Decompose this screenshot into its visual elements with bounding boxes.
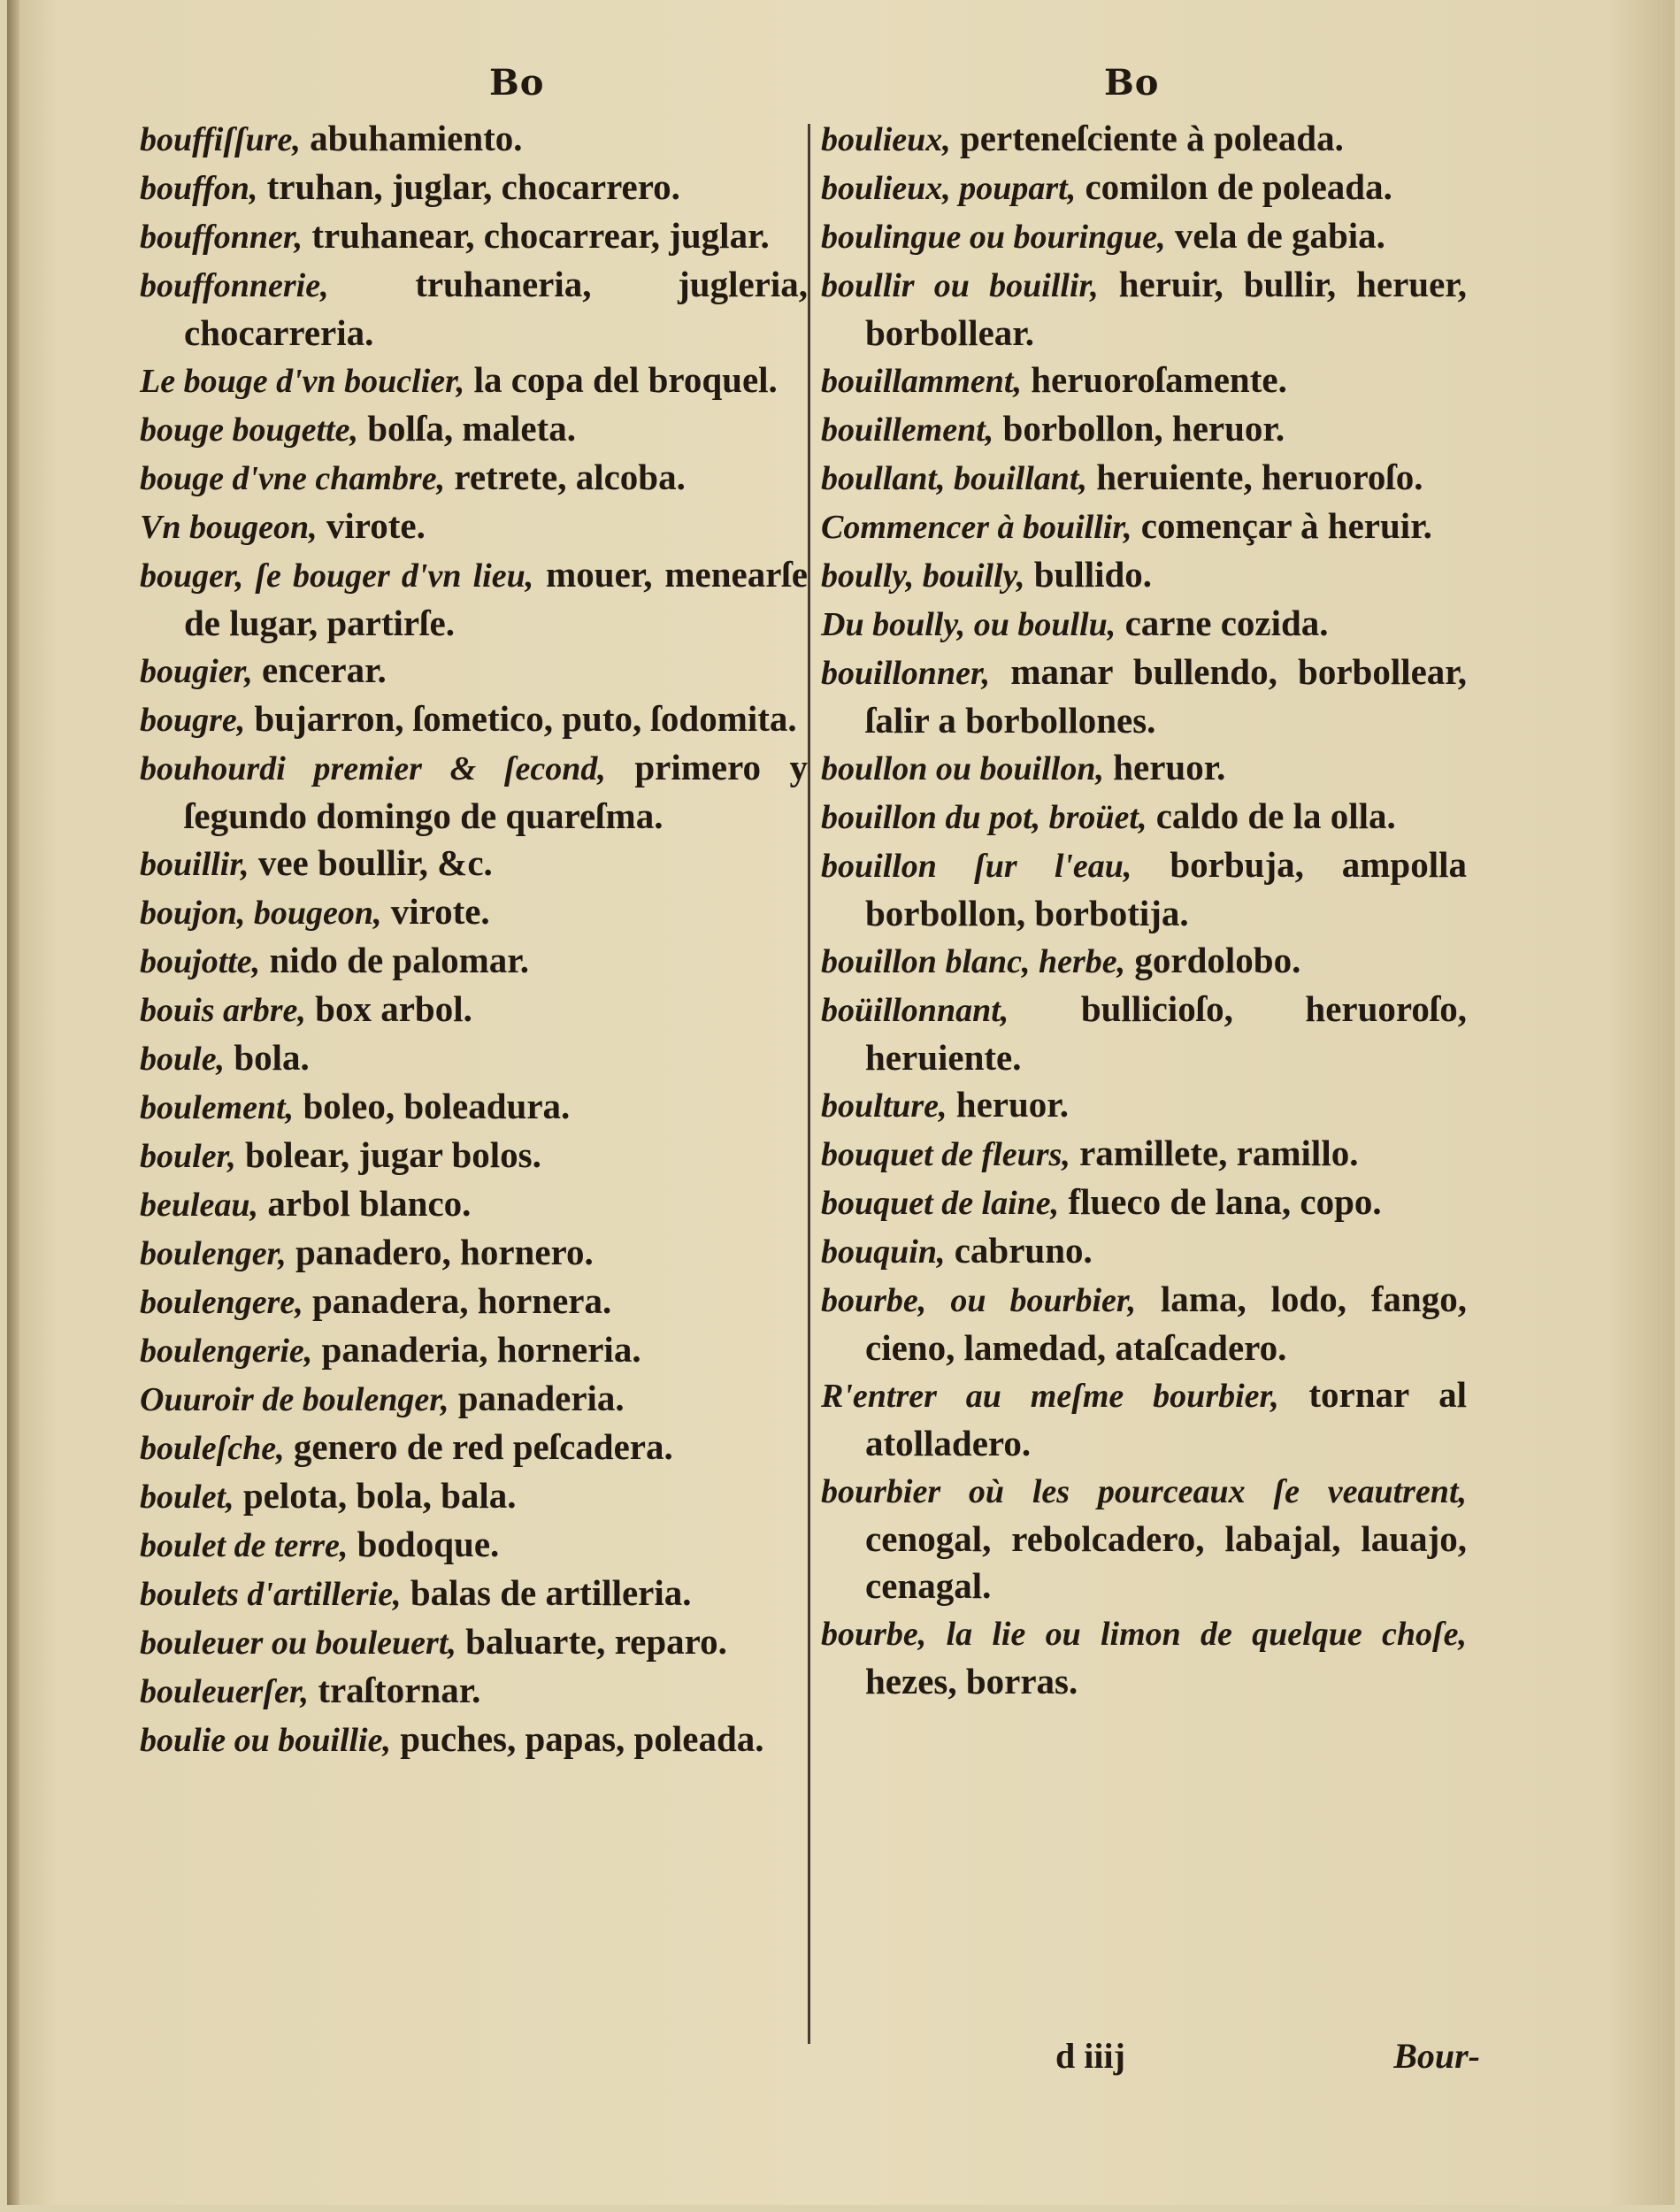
dictionary-entry bbox=[821, 937, 1467, 986]
dictionary-entry bbox=[821, 986, 1467, 1081]
entry-headword: bougier, bbox=[140, 653, 253, 690]
entry-translation: panaderia, horneria. bbox=[312, 1329, 641, 1370]
dictionary-entry bbox=[140, 503, 808, 551]
page-footer bbox=[1055, 2035, 1480, 2088]
entry-translation: box arbol. bbox=[305, 988, 472, 1029]
dictionary-entry bbox=[140, 937, 808, 986]
entry-translation: heruoroſamente. bbox=[1021, 359, 1287, 400]
dictionary-entry bbox=[821, 1609, 1467, 1705]
entry-headword: beuleau, bbox=[140, 1187, 259, 1224]
entry-headword: boujotte, bbox=[140, 943, 261, 980]
dictionary-entry bbox=[821, 744, 1467, 793]
entry-translation: bullicioſo, heruoroſo, heruiente. bbox=[865, 988, 1467, 1078]
entry-headword: bouquin, bbox=[821, 1233, 946, 1271]
entry-headword: Ouuroir de boulenger, bbox=[140, 1381, 449, 1418]
dictionary-entry bbox=[821, 1081, 1467, 1130]
entry-headword: boule, bbox=[140, 1041, 226, 1078]
dictionary-entry bbox=[140, 405, 808, 454]
entry-translation: cenogal, rebolcadero, labajal, lauajo, cenagal. bbox=[865, 1518, 1467, 1606]
entry-headword: Du boully, ou boullu, bbox=[821, 606, 1116, 643]
dictionary-entry bbox=[140, 1375, 808, 1424]
entry-translation: baluarte, reparo. bbox=[456, 1621, 727, 1662]
dictionary-entry bbox=[821, 1179, 1467, 1227]
entry-translation: virote. bbox=[381, 891, 490, 932]
entry-headword: boulement, bbox=[140, 1089, 295, 1126]
dictionary-entry bbox=[821, 600, 1467, 649]
entry-headword: boulet de terre, bbox=[140, 1527, 349, 1564]
entry-headword: bouhourdi premier & ſecond, bbox=[140, 750, 606, 787]
right-column bbox=[821, 115, 1467, 1705]
entry-translation: heruor. bbox=[1103, 747, 1226, 787]
dictionary-entry bbox=[821, 649, 1467, 744]
dictionary-entry bbox=[821, 841, 1467, 937]
entry-headword: bouffonner, bbox=[140, 219, 303, 256]
entry-headword: boullon ou bouillon, bbox=[821, 750, 1104, 787]
column-rule bbox=[808, 124, 810, 2044]
entry-translation: començar à heruir. bbox=[1132, 505, 1432, 546]
entry-headword: bouge bougette, bbox=[140, 411, 358, 449]
entry-headword: R'entrer au meſme bourbier, bbox=[821, 1378, 1279, 1415]
dictionary-entry bbox=[140, 1521, 808, 1570]
entry-translation: boleo, boleadura. bbox=[294, 1086, 571, 1126]
entry-translation: caldo de la olla. bbox=[1147, 795, 1396, 836]
entry-headword: bouler, bbox=[140, 1138, 236, 1175]
entry-headword: bouleuerſer, bbox=[140, 1673, 310, 1710]
entry-headword: bourbe, la lie ou limon de quelque choſe, bbox=[821, 1616, 1467, 1653]
dictionary-entry bbox=[140, 454, 808, 503]
catchword: Bour- bbox=[1393, 2036, 1480, 2076]
entry-headword: bouillonner, bbox=[821, 655, 991, 692]
entry-headword: boulet, bbox=[140, 1479, 234, 1516]
entry-headword: bouquet de fleurs, bbox=[821, 1136, 1070, 1173]
entry-headword: bouillon du pot, broüet, bbox=[821, 799, 1147, 836]
dictionary-entry bbox=[140, 164, 808, 212]
entry-headword: boulieux, poupart, bbox=[821, 170, 1077, 207]
dictionary-entry bbox=[821, 551, 1467, 600]
dictionary-entry bbox=[140, 1472, 808, 1521]
entry-translation: tornar al atolladero. bbox=[865, 1374, 1467, 1463]
entry-headword: boulenger, bbox=[140, 1235, 287, 1272]
entry-headword: bouge d'vne chambre, bbox=[140, 460, 446, 497]
entry-translation: pelota, bola, bala. bbox=[234, 1475, 517, 1516]
entry-headword: Vn bougeon, bbox=[140, 509, 318, 546]
entry-headword: bouffonnerie, bbox=[140, 267, 329, 304]
entry-translation: retrete, alcoba. bbox=[445, 457, 686, 497]
dictionary-entry bbox=[140, 1424, 808, 1472]
entry-translation: truhanear, chocarrear, juglar. bbox=[303, 215, 770, 256]
dictionary-entry bbox=[140, 1083, 808, 1132]
entry-headword: bouffon, bbox=[140, 170, 258, 207]
dictionary-entry bbox=[821, 1276, 1467, 1371]
dictionary-entry bbox=[140, 1180, 808, 1229]
dictionary-entry bbox=[140, 840, 808, 888]
entry-translation: gordolobo. bbox=[1125, 940, 1301, 980]
dictionary-entry bbox=[140, 1570, 808, 1618]
entry-translation: carne cozida. bbox=[1116, 603, 1329, 643]
entry-translation: bodoque. bbox=[348, 1524, 500, 1564]
dictionary-entry bbox=[821, 164, 1467, 212]
running-head-right: Bo bbox=[1104, 62, 1160, 104]
entry-translation: perteneſciente à poleada. bbox=[950, 118, 1344, 158]
entry-translation: abuhamiento. bbox=[300, 118, 523, 158]
entry-headword: Commencer à bouillir, bbox=[821, 509, 1132, 546]
entry-translation: balas de artilleria. bbox=[401, 1572, 692, 1613]
entry-translation: comilon de poleada. bbox=[1076, 166, 1392, 207]
entry-translation: genero de red peſcadera. bbox=[284, 1426, 673, 1467]
page-edge bbox=[7, 0, 19, 2205]
entry-headword: bouleuer ou bouleuert, bbox=[140, 1624, 456, 1662]
dictionary-entry bbox=[140, 551, 808, 647]
entry-translation: lama, lodo, fango, cieno, lamedad, ataſcadero. bbox=[865, 1279, 1467, 1368]
entry-headword: boüillonnant, bbox=[821, 992, 1009, 1029]
entry-translation: vee boullir, &c. bbox=[249, 842, 493, 883]
dictionary-entry bbox=[140, 1034, 808, 1083]
entry-translation: truhan, juglar, chocarrero. bbox=[257, 166, 680, 207]
dictionary-entry bbox=[140, 261, 808, 357]
entry-headword: bouleſche, bbox=[140, 1430, 285, 1467]
entry-headword: boulie ou bouillie, bbox=[140, 1722, 391, 1759]
entry-headword: bouis arbre, bbox=[140, 992, 306, 1029]
entry-translation: bola. bbox=[225, 1037, 310, 1078]
dictionary-entry bbox=[821, 405, 1467, 454]
dictionary-entry bbox=[140, 357, 808, 405]
entry-translation: bullido. bbox=[1024, 554, 1153, 595]
dictionary-entry bbox=[140, 1716, 808, 1764]
entry-translation: manar bullendo, borbollear, ſalir a borbollones. bbox=[865, 651, 1467, 741]
entry-headword: boujon, bougeon, bbox=[140, 895, 382, 932]
entry-translation: bujarron, ſometico, puto, ſodomita. bbox=[245, 698, 797, 739]
dictionary-entry bbox=[821, 454, 1467, 503]
running-head-left: Bo bbox=[489, 62, 545, 104]
entry-translation: borbollon, heruor. bbox=[993, 408, 1285, 449]
entry-translation: ramillete, ramillo. bbox=[1070, 1133, 1359, 1173]
entry-headword: bourbier où les pourceaux ſe veautrent, bbox=[821, 1473, 1467, 1510]
dictionary-entry bbox=[821, 115, 1467, 164]
entry-headword: bouffiſſure, bbox=[140, 121, 301, 158]
dictionary-entry bbox=[140, 1278, 808, 1326]
entry-headword: bouillir, bbox=[140, 846, 249, 883]
entry-headword: boulengere, bbox=[140, 1284, 303, 1321]
entry-translation: traſtornar. bbox=[309, 1670, 481, 1710]
dictionary-entry bbox=[140, 695, 808, 744]
dictionary-entry bbox=[140, 1229, 808, 1278]
entry-headword: Le bouge d'vn bouclier, bbox=[140, 363, 465, 400]
dictionary-entry bbox=[140, 744, 808, 840]
entry-translation: panaderia. bbox=[449, 1378, 625, 1418]
dictionary-entry bbox=[140, 1667, 808, 1716]
dictionary-entry bbox=[140, 1132, 808, 1180]
entry-translation: bolſa, maleta. bbox=[357, 408, 576, 449]
left-column bbox=[140, 115, 808, 1764]
entry-translation: truhaneria, jugleria, chocarreria. bbox=[184, 264, 808, 353]
entry-translation: puches, papas, poleada. bbox=[390, 1718, 764, 1759]
dictionary-entry bbox=[821, 212, 1467, 261]
entry-translation: hezes, borras. bbox=[865, 1661, 1078, 1701]
entry-translation: bolear, jugar bolos. bbox=[235, 1134, 541, 1175]
entry-headword: bouillon blanc, herbe, bbox=[821, 943, 1126, 980]
entry-translation: flueco de lana, copo. bbox=[1059, 1181, 1382, 1222]
dictionary-entry bbox=[821, 1371, 1467, 1467]
entry-translation: mouer, menearſe de lugar, partirſe. bbox=[184, 554, 808, 643]
entry-translation: borbuja, ampolla borbollon, borbotija. bbox=[865, 844, 1467, 933]
entry-translation: panadero, hornero. bbox=[286, 1232, 594, 1272]
entry-headword: bouillon ſur l'eau, bbox=[821, 848, 1132, 885]
entry-headword: boulingue ou bouringue, bbox=[821, 219, 1166, 256]
entry-headword: boullir ou bouillir, bbox=[821, 267, 1099, 304]
entry-headword: bouillement, bbox=[821, 411, 994, 449]
entry-translation: heruiente, heruoroſo. bbox=[1086, 457, 1423, 497]
entry-translation: vela de gabia. bbox=[1165, 215, 1385, 256]
dictionary-entry bbox=[140, 115, 808, 164]
entry-headword: bougre, bbox=[140, 702, 246, 739]
entry-headword: bourbe, ou bourbier, bbox=[821, 1282, 1137, 1319]
entry-headword: bouillamment, bbox=[821, 363, 1022, 400]
dictionary-entry bbox=[140, 647, 808, 695]
entry-translation: heruir, bullir, heruer, borbollear. bbox=[865, 264, 1467, 353]
dictionary-entry bbox=[140, 212, 808, 261]
dictionary-entry bbox=[821, 793, 1467, 841]
dictionary-entry bbox=[140, 1326, 808, 1375]
signature-mark: d iiij bbox=[1055, 2036, 1125, 2076]
entry-translation: cabruno. bbox=[945, 1230, 1093, 1271]
entry-translation: virote. bbox=[317, 505, 426, 546]
entry-headword: boullant, bouillant, bbox=[821, 460, 1087, 497]
dictionary-entry bbox=[821, 1227, 1467, 1276]
entry-translation: arbol blanco. bbox=[258, 1183, 472, 1224]
dictionary-entry bbox=[821, 1467, 1467, 1609]
book-page bbox=[7, 0, 1675, 2205]
dictionary-entry bbox=[140, 1618, 808, 1667]
entry-headword: bouger, ſe bouger d'vn lieu, bbox=[140, 557, 534, 595]
dictionary-entry bbox=[821, 357, 1467, 405]
entry-headword: boully, bouilly, bbox=[821, 557, 1025, 595]
entry-headword: boulets d'artillerie, bbox=[140, 1576, 402, 1613]
entry-translation: panadera, hornera. bbox=[303, 1280, 612, 1321]
dictionary-entry bbox=[821, 1130, 1467, 1179]
entry-translation: primero y ſegundo domingo de quareſma. bbox=[184, 747, 809, 836]
dictionary-entry bbox=[821, 261, 1467, 357]
entry-translation: encerar. bbox=[252, 649, 387, 690]
entry-headword: boulieux, bbox=[821, 121, 951, 158]
entry-translation: la copa del broquel. bbox=[464, 359, 778, 400]
dictionary-entry bbox=[821, 503, 1467, 551]
entry-headword: boulengerie, bbox=[140, 1333, 313, 1370]
entry-headword: boulture, bbox=[821, 1087, 947, 1125]
dictionary-entry bbox=[140, 986, 808, 1034]
entry-translation: heruor. bbox=[947, 1084, 1069, 1125]
dictionary-entry bbox=[140, 888, 808, 937]
entry-headword: bouquet de laine, bbox=[821, 1185, 1060, 1222]
entry-translation: nido de palomar. bbox=[260, 940, 529, 980]
